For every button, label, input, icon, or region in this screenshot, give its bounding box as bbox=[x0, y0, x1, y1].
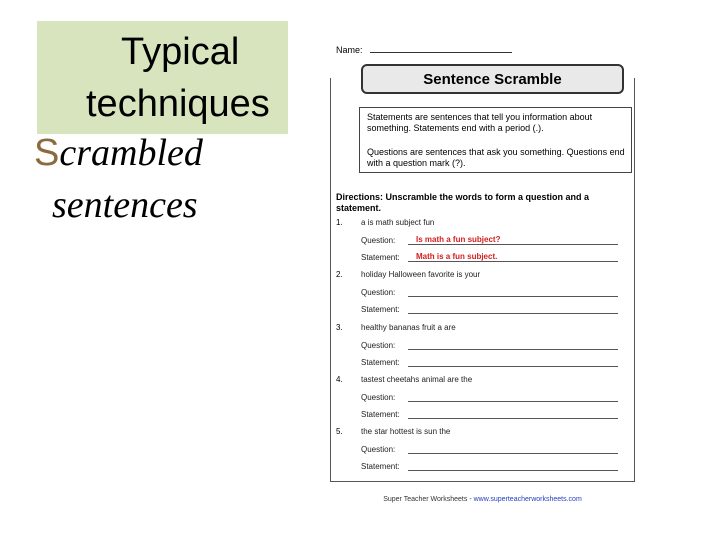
item-number: 1. bbox=[336, 218, 343, 227]
scrambled-rest: crambled bbox=[59, 132, 203, 174]
statement-label: Statement: bbox=[361, 357, 400, 367]
item-scrambled-words: tastest cheetahs animal are the bbox=[361, 374, 473, 384]
title-line-typical: Typical bbox=[121, 31, 240, 73]
statement-label: Statement: bbox=[361, 462, 400, 472]
statement-label: Statement: bbox=[361, 253, 400, 262]
worksheet-heading-banner bbox=[361, 64, 624, 94]
statement-label: Statement: bbox=[361, 305, 400, 315]
title-line-techniques: techniques bbox=[86, 83, 270, 125]
question-label: Question: bbox=[361, 445, 396, 455]
item-number: 4. bbox=[336, 374, 343, 384]
item-number: 3. bbox=[336, 322, 343, 332]
title-line-scrambled bbox=[34, 131, 203, 175]
info-statements: Statements are sentences that tell you information about something. Statements end with a period (.). bbox=[367, 112, 593, 133]
statement-answer-line bbox=[408, 470, 618, 471]
question-answer-line bbox=[408, 453, 618, 454]
statement-label: Statement: bbox=[361, 409, 400, 419]
footer-separator: - bbox=[467, 496, 474, 503]
item-number: 5. bbox=[336, 427, 343, 437]
worksheet-heading: Sentence Scramble bbox=[423, 71, 562, 88]
title-line-sentences: sentences bbox=[52, 184, 198, 226]
item-scrambled-words: a is math subject fun bbox=[361, 218, 435, 227]
question-label: Question: bbox=[361, 392, 396, 402]
worksheet-directions: Directions: Unscramble the words to form a question and a statement. bbox=[336, 192, 590, 213]
question-answer-line bbox=[408, 349, 618, 350]
worksheet-info-box bbox=[359, 107, 632, 173]
question-label: Question: bbox=[361, 340, 396, 350]
question-answer-line bbox=[408, 401, 618, 402]
item-scrambled-words: holiday Halloween favorite is your bbox=[361, 270, 481, 280]
statement-answer-line bbox=[408, 313, 618, 314]
worksheet-name-label: Name: bbox=[336, 45, 363, 55]
scrambled-capital: S bbox=[34, 132, 60, 174]
item-scrambled-words: healthy bananas fruit a are bbox=[361, 322, 456, 332]
footer-url: www.superteacherworksheets.com bbox=[473, 496, 582, 503]
item-scrambled-words: the star hottest is sun the bbox=[361, 427, 451, 437]
question-label: Question: bbox=[361, 288, 396, 298]
worksheet-footer bbox=[330, 495, 635, 504]
statement-answer: Math is a fun subject. bbox=[416, 252, 498, 261]
question-answer: Is math a fun subject? bbox=[416, 235, 501, 244]
question-label: Question: bbox=[361, 236, 396, 245]
statement-answer-line bbox=[408, 418, 618, 419]
statement-answer-line bbox=[408, 366, 618, 367]
item-number: 2. bbox=[336, 270, 343, 280]
worksheet-name-line bbox=[370, 52, 512, 53]
question-answer-line bbox=[408, 296, 618, 297]
info-questions: Questions are sentences that ask you something. Questions end with a question mark (?). bbox=[367, 147, 625, 168]
footer-brand: Super Teacher Worksheets bbox=[383, 496, 468, 503]
